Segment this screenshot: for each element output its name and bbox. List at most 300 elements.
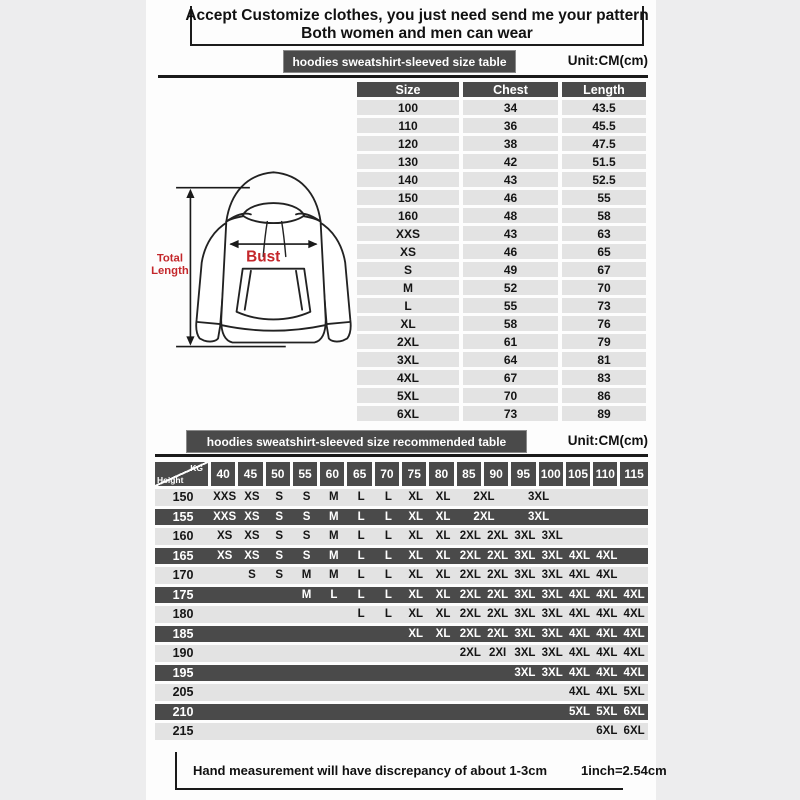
height-row-label: 160 xyxy=(172,529,194,543)
recommend-size-cell: L xyxy=(384,510,392,523)
size-table-cell: 70 xyxy=(562,280,646,295)
recommend-size-cell: S xyxy=(302,530,311,542)
recommend-size-cell xyxy=(347,665,374,682)
recommend-size-cell: 4XL xyxy=(568,627,591,640)
recommend-size-cell: 4XL xyxy=(596,569,618,581)
recommend-table-row xyxy=(155,704,648,721)
recommend-size-cell xyxy=(238,606,265,623)
height-row-label: 150 xyxy=(172,490,194,504)
recommend-size-cell xyxy=(320,684,347,701)
recommend-size-cell xyxy=(457,665,484,682)
recommend-size-cell: 5XL xyxy=(568,705,591,718)
height-row-label: 195 xyxy=(172,665,194,680)
recommend-size-cell xyxy=(457,684,484,701)
recommend-size-cell xyxy=(293,723,320,740)
size-table-title-bar xyxy=(283,50,516,73)
recommend-size-cell: XL xyxy=(408,530,424,542)
recommend-size-cell xyxy=(593,528,620,545)
recommend-size-cell: M xyxy=(329,510,339,523)
recommend-size-cell: 2XL xyxy=(487,549,509,562)
weight-column-header: 70 xyxy=(375,462,402,486)
recommend-table-row xyxy=(155,665,648,682)
size-table-cell: 65 xyxy=(562,244,646,259)
recommend-size-cell: 4XL xyxy=(596,608,618,620)
recommend-size-cell: 4XL xyxy=(568,608,591,620)
size-table-cell: 42 xyxy=(463,154,558,169)
recommend-size-cell: 3XL xyxy=(514,549,536,562)
recommend-size-cell xyxy=(539,704,566,721)
recommend-size-cell: L xyxy=(384,569,392,581)
recommend-size-cell: 2XL xyxy=(459,530,481,542)
header-line-2: Both women and men can wear xyxy=(301,25,533,42)
recommend-size-cell: XL xyxy=(435,549,451,562)
recommend-size-cell: 3XL xyxy=(514,608,536,620)
size-table-cell: 81 xyxy=(562,352,646,367)
total-length-label-2: Length xyxy=(151,264,189,277)
recommend-size-cell: S xyxy=(275,491,284,503)
divider-line-top xyxy=(158,75,648,78)
recommend-size-cell xyxy=(484,723,511,740)
recommend-size-cell xyxy=(620,548,647,565)
weight-column-header: 95 xyxy=(511,462,538,486)
recommend-size-cell: S xyxy=(275,510,284,523)
recommend-size-cell: 2XL xyxy=(473,491,495,503)
recommend-size-cell xyxy=(620,528,647,545)
size-table-cell: 83 xyxy=(562,370,646,385)
recommend-size-cell xyxy=(620,509,647,526)
recommend-size-cell: XL xyxy=(408,588,424,601)
recommend-size-cell: L xyxy=(357,510,365,523)
recommend-size-cell: XL xyxy=(435,530,451,542)
recommend-size-cell xyxy=(511,684,538,701)
recommend-size-cell xyxy=(211,626,238,643)
recommend-size-cell xyxy=(375,665,402,682)
weight-column-header: 60 xyxy=(320,462,347,486)
size-table-cell: 3XL xyxy=(357,352,459,367)
recommend-size-cell xyxy=(566,509,593,526)
height-row-label: 190 xyxy=(172,646,194,660)
bust-label: Bust xyxy=(246,248,281,266)
recommend-size-cell: M xyxy=(329,569,339,581)
recommend-size-cell xyxy=(211,606,238,623)
recommend-size-cell xyxy=(238,684,265,701)
recommend-size-cell xyxy=(566,489,593,506)
recommend-size-cell: 4XL xyxy=(596,627,618,640)
recommend-size-cell: M xyxy=(329,491,339,503)
recommend-size-cell xyxy=(238,645,265,662)
recommend-size-cell xyxy=(320,626,347,643)
size-table-cell: 43 xyxy=(463,226,558,241)
recommend-size-cell xyxy=(429,684,456,701)
recommend-size-cell xyxy=(238,587,265,604)
recommend-size-cell: 3XL xyxy=(541,588,563,601)
recommend-size-cell xyxy=(266,587,293,604)
recommend-size-cell xyxy=(238,723,265,740)
recommend-size-cell: S xyxy=(302,549,311,562)
size-table-cell: 34 xyxy=(463,100,558,115)
recommend-size-cell: L xyxy=(357,491,365,503)
recommend-size-cell xyxy=(211,665,238,682)
recommend-size-cell xyxy=(266,665,293,682)
recommend-size-cell: S xyxy=(275,569,284,581)
weight-column-header: 100 xyxy=(539,462,566,486)
recommend-size-cell: XS xyxy=(216,549,233,562)
recommend-size-cell: 3XL xyxy=(514,588,536,601)
recommend-size-cell: 5XL xyxy=(596,705,618,718)
size-table-cell: L xyxy=(357,298,459,313)
size-table-cell: 67 xyxy=(562,262,646,277)
recommend-size-cell xyxy=(266,684,293,701)
recommend-size-cell: 4XL xyxy=(623,666,645,679)
recommend-size-cell xyxy=(211,704,238,721)
recommend-size-cell: XXS xyxy=(213,491,237,503)
recommend-size-cell xyxy=(484,665,511,682)
recommend-size-cell: XL xyxy=(435,510,451,523)
recommend-size-cell: L xyxy=(384,549,392,562)
recommend-size-cell: 4XL xyxy=(568,666,591,679)
recommend-size-cell: 6XL xyxy=(596,725,618,737)
height-row-label: 155 xyxy=(172,509,194,524)
recommend-size-cell: S xyxy=(275,530,284,542)
recommend-size-cell: 3XL xyxy=(514,627,536,640)
size-table-cell: 58 xyxy=(463,316,558,331)
collar-opening xyxy=(243,203,305,223)
recommend-size-cell xyxy=(620,567,647,584)
recommend-size-cell: XS xyxy=(244,530,260,542)
weight-column-header: 90 xyxy=(484,462,511,486)
recommend-size-cell: L xyxy=(357,588,365,601)
recommend-size-cell xyxy=(402,645,429,662)
recommend-size-cell xyxy=(238,626,265,643)
recommend-size-cell: 3XL xyxy=(541,627,563,640)
recommend-size-cell xyxy=(429,665,456,682)
size-table-cell: 61 xyxy=(463,334,558,349)
recommend-size-cell: M xyxy=(329,549,339,562)
recommend-size-cell xyxy=(347,704,374,721)
recommend-size-cell: L xyxy=(384,608,392,620)
size-table-cell: 160 xyxy=(357,208,459,223)
size-table-cell: 36 xyxy=(463,118,558,133)
recommend-table-unit-label: Unit:CM(cm) xyxy=(567,433,648,448)
size-table-cell: 48 xyxy=(463,208,558,223)
size-table-title: hoodies sweatshirt-sleeved size table xyxy=(292,54,507,69)
recommend-size-cell: L xyxy=(384,588,392,601)
recommend-size-cell xyxy=(293,645,320,662)
size-table-cell: 38 xyxy=(463,136,558,151)
recommend-table-title: hoodies sweatshirt-sleeved size recommended table xyxy=(206,434,507,449)
size-table-cell: 100 xyxy=(357,100,459,115)
page-header xyxy=(185,6,649,46)
weight-column-header: 40 xyxy=(211,462,238,486)
recommend-size-cell xyxy=(620,489,647,506)
recommend-size-cell: 4XL xyxy=(596,686,618,698)
recommend-size-cell: 2XL xyxy=(487,627,509,640)
weight-column-header: 65 xyxy=(347,462,374,486)
size-table-cell: 43.5 xyxy=(562,100,646,115)
recommend-size-cell xyxy=(293,665,320,682)
recommend-size-cell xyxy=(211,684,238,701)
size-table-cell: 86 xyxy=(562,388,646,403)
recommend-size-cell: 2XL xyxy=(459,569,481,581)
recommend-size-cell xyxy=(320,665,347,682)
recommend-size-cell: S xyxy=(248,569,256,581)
recommend-size-cell: 3XL xyxy=(514,647,536,659)
recommend-size-cell: XL xyxy=(408,569,424,581)
size-table-cell: 55 xyxy=(463,298,558,313)
height-row-label: 175 xyxy=(172,587,194,602)
height-row-label: 165 xyxy=(172,548,194,563)
size-table-cell: 79 xyxy=(562,334,646,349)
recommend-table-row xyxy=(155,684,648,701)
recommend-size-cell: 3XL xyxy=(528,491,550,503)
recommend-size-cell: XL xyxy=(435,569,451,581)
recommend-size-cell: 2XL xyxy=(473,510,495,523)
recommend-size-cell xyxy=(347,723,374,740)
recommend-size-cell xyxy=(429,645,456,662)
recommend-table-row xyxy=(155,489,648,506)
recommend-size-cell xyxy=(211,567,238,584)
recommend-size-cell: 2XL xyxy=(487,569,509,581)
size-table-cell: 52.5 xyxy=(562,172,646,187)
divider-line-middle xyxy=(155,454,648,457)
size-table-cell: 49 xyxy=(463,262,558,277)
recommend-size-cell xyxy=(429,704,456,721)
recommend-size-cell xyxy=(429,723,456,740)
height-row-label: 180 xyxy=(172,607,194,621)
recommend-size-cell xyxy=(539,723,566,740)
recommend-table xyxy=(155,462,648,743)
recommend-size-cell: L xyxy=(384,530,392,542)
size-table-cell: 67 xyxy=(463,370,558,385)
recommend-size-cell: XL xyxy=(435,627,451,640)
recommend-size-cell xyxy=(484,684,511,701)
recommend-size-cell: M xyxy=(301,569,312,581)
weight-column-header: 105 xyxy=(566,462,593,486)
size-table-header-cell: Size xyxy=(357,82,459,97)
recommend-size-cell xyxy=(402,665,429,682)
size-table-cell: 51.5 xyxy=(562,154,646,169)
recommend-size-cell: 6XL xyxy=(623,705,645,718)
recommend-size-cell xyxy=(511,704,538,721)
recommend-size-cell: 2XL xyxy=(459,588,481,601)
recommend-table-header-row xyxy=(155,462,648,486)
weight-column-header: 80 xyxy=(429,462,456,486)
weight-column-header: 110 xyxy=(593,462,620,486)
recommend-size-cell: XL xyxy=(408,491,424,503)
recommend-size-cell: 4XL xyxy=(596,549,618,562)
size-table-cell: 73 xyxy=(463,406,558,421)
recommend-size-cell xyxy=(402,684,429,701)
recommend-table-title-bar xyxy=(186,430,527,453)
kg-label: KG xyxy=(190,463,203,473)
recommend-table-row xyxy=(155,587,648,604)
recommend-size-cell xyxy=(511,723,538,740)
size-table-cell: 6XL xyxy=(357,406,459,421)
recommend-table-row xyxy=(155,645,648,662)
recommend-size-cell xyxy=(211,587,238,604)
recommend-size-cell: 4XL xyxy=(623,647,645,659)
recommend-size-cell: 4XL xyxy=(568,588,591,601)
recommend-size-cell xyxy=(266,723,293,740)
size-table-cell: 55 xyxy=(562,190,646,205)
recommend-size-cell xyxy=(266,626,293,643)
recommend-size-cell xyxy=(293,626,320,643)
recommend-size-cell: 2XL xyxy=(459,627,481,640)
recommend-size-cell: 2XL xyxy=(487,588,509,601)
recommend-size-cell: XL xyxy=(408,549,424,562)
recommend-size-cell: 4XL xyxy=(623,588,645,601)
recommend-size-cell: 4XL xyxy=(568,686,591,698)
recommend-size-cell: M xyxy=(301,588,312,601)
size-table-cell: 110 xyxy=(357,118,459,133)
recommend-size-cell: XL xyxy=(435,491,451,503)
recommend-size-cell: 3XL xyxy=(541,569,563,581)
size-table-cell: 43 xyxy=(463,172,558,187)
size-table-cell: 73 xyxy=(562,298,646,313)
recommend-size-cell: 5XL xyxy=(623,686,645,698)
recommend-size-cell xyxy=(457,723,484,740)
size-table-cell: 140 xyxy=(357,172,459,187)
recommend-size-cell: L xyxy=(357,569,365,581)
recommend-size-cell xyxy=(293,606,320,623)
recommend-size-cell: M xyxy=(329,530,339,542)
recommend-size-cell: XL xyxy=(408,627,424,640)
size-table-header-cell: Chest xyxy=(463,82,558,97)
recommend-size-cell xyxy=(320,645,347,662)
weight-column-header: 115 xyxy=(620,462,647,486)
size-table-cell: S xyxy=(357,262,459,277)
recommend-size-cell: L xyxy=(357,530,365,542)
recommend-size-cell xyxy=(211,645,238,662)
recommend-size-cell xyxy=(293,684,320,701)
recommend-size-cell: 4XL xyxy=(596,666,618,679)
recommend-size-cell: 4XL xyxy=(623,608,645,620)
recommend-table-row xyxy=(155,723,648,740)
size-table-cell: 2XL xyxy=(357,334,459,349)
recommend-size-cell: S xyxy=(302,491,311,503)
recommend-size-cell xyxy=(484,704,511,721)
recommend-size-cell: 4XL xyxy=(568,569,591,581)
recommend-size-cell xyxy=(375,704,402,721)
recommend-size-cell: 4XL xyxy=(568,549,591,562)
recommend-size-cell: 6XL xyxy=(623,725,645,737)
recommend-size-cell xyxy=(566,528,593,545)
size-table-cell: 45.5 xyxy=(562,118,646,133)
recommend-size-cell: L xyxy=(384,491,392,503)
size-table-cell: 4XL xyxy=(357,370,459,385)
recommend-size-cell: 3XL xyxy=(541,666,563,679)
header-line-1: Accept Customize clothes, you just need send me your pattern xyxy=(185,7,649,24)
size-table-cell: 89 xyxy=(562,406,646,421)
size-table-cell: 64 xyxy=(463,352,558,367)
recommend-size-cell: L xyxy=(330,588,338,601)
size-table-cell: 58 xyxy=(562,208,646,223)
recommend-size-cell: 2XL xyxy=(459,647,481,659)
weight-column-header: 55 xyxy=(293,462,320,486)
footer-note-box xyxy=(175,752,667,790)
size-table-cell: 150 xyxy=(357,190,459,205)
weight-column-header: 75 xyxy=(402,462,429,486)
recommend-size-cell: 2XI xyxy=(488,647,507,659)
recommend-size-cell xyxy=(593,489,620,506)
height-label: Height xyxy=(157,475,184,485)
height-row-label: 185 xyxy=(172,626,194,641)
recommend-size-cell: 4XL xyxy=(568,647,591,659)
recommend-size-cell xyxy=(238,665,265,682)
size-table-cell: 47.5 xyxy=(562,136,646,151)
recommend-size-cell: XL xyxy=(408,608,424,620)
recommend-size-cell: XL xyxy=(408,510,424,523)
recommend-table-row xyxy=(155,509,648,526)
size-table-cell: 63 xyxy=(562,226,646,241)
recommend-size-cell xyxy=(320,723,347,740)
recommend-size-cell: 2XL xyxy=(459,549,481,562)
recommend-size-cell xyxy=(539,684,566,701)
recommend-size-cell xyxy=(375,723,402,740)
recommend-size-cell: 2XL xyxy=(487,530,509,542)
recommend-size-cell: 4XL xyxy=(596,647,618,659)
recommend-size-cell xyxy=(347,626,374,643)
recommend-table-row xyxy=(155,528,648,545)
recommend-size-cell: 2XL xyxy=(487,608,509,620)
size-table-cell: M xyxy=(357,280,459,295)
size-table xyxy=(357,82,646,421)
recommend-size-cell xyxy=(593,509,620,526)
size-table-cell: XL xyxy=(357,316,459,331)
recommend-size-cell xyxy=(457,704,484,721)
recommend-size-cell: L xyxy=(357,549,365,562)
weight-column-header: 50 xyxy=(266,462,293,486)
size-table-header-cell: Length xyxy=(562,82,646,97)
recommend-size-cell xyxy=(238,704,265,721)
recommend-size-cell: L xyxy=(357,608,365,620)
recommend-size-cell xyxy=(293,704,320,721)
size-table-cell: XXS xyxy=(357,226,459,241)
recommend-size-cell xyxy=(402,723,429,740)
size-table-cell: 76 xyxy=(562,316,646,331)
recommend-size-cell: S xyxy=(275,549,284,562)
recommend-size-cell: 4XL xyxy=(596,588,618,601)
recommend-size-cell: 2XL xyxy=(459,608,481,620)
recommend-size-cell xyxy=(375,626,402,643)
size-table-cell: 52 xyxy=(463,280,558,295)
size-table-cell: 46 xyxy=(463,244,558,259)
recommend-table-row xyxy=(155,567,648,584)
total-length-label: Total xyxy=(156,252,183,265)
recommend-size-cell: 3XL xyxy=(541,530,563,542)
recommend-size-cell xyxy=(266,606,293,623)
hoodie-illustration xyxy=(150,158,360,363)
recommend-size-cell: 3XL xyxy=(541,647,563,659)
recommend-size-cell xyxy=(347,645,374,662)
recommend-size-cell xyxy=(566,723,593,740)
recommend-size-cell: XL xyxy=(435,588,451,601)
recommend-size-cell: XXS xyxy=(213,510,237,523)
recommend-size-cell xyxy=(320,606,347,623)
recommend-table-row xyxy=(155,626,648,643)
size-table-cell: 120 xyxy=(357,136,459,151)
recommend-size-cell: XS xyxy=(216,530,233,542)
recommend-table-row xyxy=(155,606,648,623)
recommend-size-cell: 3XL xyxy=(528,510,550,523)
measurement-note: Hand measurement will have discrepancy of about 1-3cm xyxy=(193,762,548,778)
kg-height-corner-cell xyxy=(155,462,211,486)
recommend-size-cell: 3XL xyxy=(541,608,563,620)
recommend-size-cell xyxy=(347,684,374,701)
weight-column-header: 85 xyxy=(457,462,484,486)
recommend-size-cell xyxy=(266,645,293,662)
recommend-size-cell xyxy=(375,645,402,662)
